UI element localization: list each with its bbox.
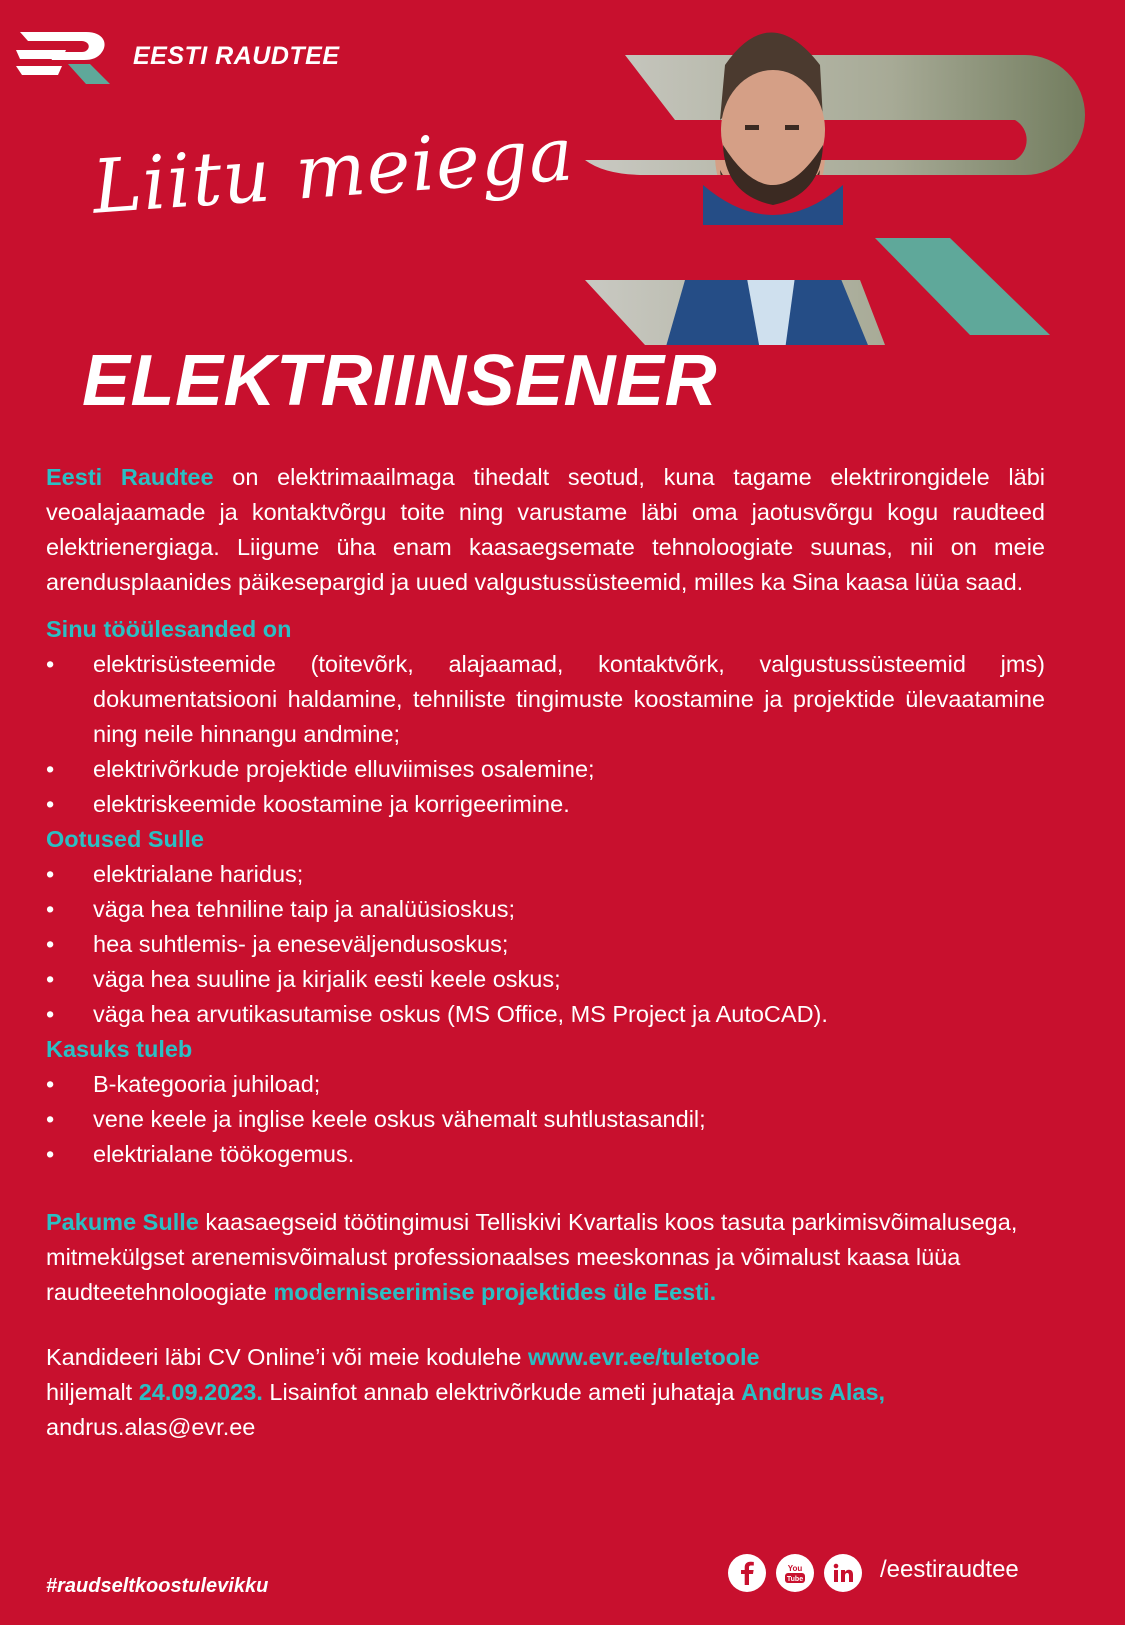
apply-paragraph — [46, 1340, 1045, 1445]
contact-email[interactable]: andrus.alas@evr.ee — [46, 1414, 256, 1440]
advantages-heading: Kasuks tuleb — [46, 1036, 193, 1062]
tasks-heading: Sinu tööülesanded on — [46, 616, 292, 642]
list-item: • elektriskeemide koostamine ja korrigeerimine. — [46, 787, 1045, 822]
svg-text:You: You — [787, 1564, 803, 1573]
intro-highlight: Eesti Raudtee — [46, 464, 214, 490]
list-item: • elektrialane haridus; — [46, 857, 1045, 892]
eesti-raudtee-logo — [16, 28, 116, 86]
offer-paragraph — [46, 1205, 1045, 1310]
job-title: ELEKTRIINSENER — [82, 341, 718, 421]
intro-text: on elektrimaailmaga tihedalt seotud, kuna tagame elektrirongidele läbi veoalajaamade ja kontaktvõrgu toite ning varustame läbi oma jaotusvõrgu kogu raudteed elektrienergiaga. Liigume üha enam kaasaegsemate tehnoloogiate suunas, nii on meie arendusplaanides päikesepargid ja uued valgustussüsteemid, milles ka Sina kaasa lüüa saad. — [46, 464, 1045, 595]
social-icons — [728, 1554, 862, 1592]
list-item: • väga hea arvutikasutamise oskus (MS Office, MS Project ja AutoCAD). — [46, 997, 1045, 1032]
linkedin-icon[interactable] — [824, 1554, 862, 1592]
apply-deadline: 24.09.2023. — [138, 1379, 263, 1405]
list-item: • vene keele ja inglise keele oskus vähemalt suhtlustasandil; — [46, 1102, 1045, 1137]
youtube-icon[interactable] — [776, 1554, 814, 1592]
hashtag: #raudseltkoostulevikku — [46, 1575, 269, 1597]
svg-text:Tube: Tube — [786, 1576, 804, 1583]
employee-photo — [585, 10, 1095, 350]
list-item: • hea suhtlemis- ja eneseväljendusoskus; — [46, 927, 1045, 962]
list-item: • väga hea tehniline taip ja analüüsioskus; — [46, 892, 1045, 927]
tagline-script: Liitu meiega — [89, 111, 577, 231]
offer-highlight-end: moderniseerimise projektides üle Eesti. — [273, 1279, 717, 1305]
tasks-list — [46, 647, 1045, 822]
apply-link[interactable]: www.evr.ee/tuletoole — [528, 1344, 760, 1370]
brand-name: EESTI RAUDTEE — [133, 42, 340, 70]
social-handle: /eestiraudtee — [880, 1556, 1019, 1583]
list-item: • elektrivõrkude projektide elluviimises osalemine; — [46, 752, 1045, 787]
facebook-icon[interactable] — [728, 1554, 766, 1592]
apply-text-2: hiljemalt — [46, 1379, 139, 1405]
intro-paragraph — [46, 460, 1045, 600]
list-item: • väga hea suuline ja kirjalik eesti keele oskus; — [46, 962, 1045, 997]
expectations-list — [46, 857, 1045, 1032]
list-item: • elektrisüsteemide (toitevõrk, alajaamad, kontaktvõrk, valgustussüsteemid jms) dokumentatsiooni haldamine, tehniliste tingimuste koostamine ja projektide ülevaatamine ning neile hinnangu andmine; — [46, 647, 1045, 752]
advantages-list — [46, 1067, 1045, 1172]
offer-text: kaasaegseid töötingimusi Telliskivi Kvartalis koos tasuta parkimisvõimalusega, mitmekülgset arenemisvõimalust professionaalses meeskonnas ja võimalust kaasa lüüa raudteetehnoloogiate — [46, 1209, 1018, 1305]
apply-text-3: Lisainfot annab elektrivõrkude ameti juhataja — [262, 1379, 742, 1405]
list-item: • elektrialane töökogemus. — [46, 1137, 1045, 1172]
expectations-heading: Ootused Sulle — [46, 826, 204, 852]
list-item: • B-kategooria juhiload; — [46, 1067, 1045, 1102]
apply-text-1: Kandideeri läbi CV Online’i või meie kodulehe — [46, 1344, 529, 1370]
contact-name: Andrus Alas, — [741, 1379, 886, 1405]
offer-highlight: Pakume Sulle — [46, 1209, 199, 1235]
job-description — [46, 460, 1045, 1469]
